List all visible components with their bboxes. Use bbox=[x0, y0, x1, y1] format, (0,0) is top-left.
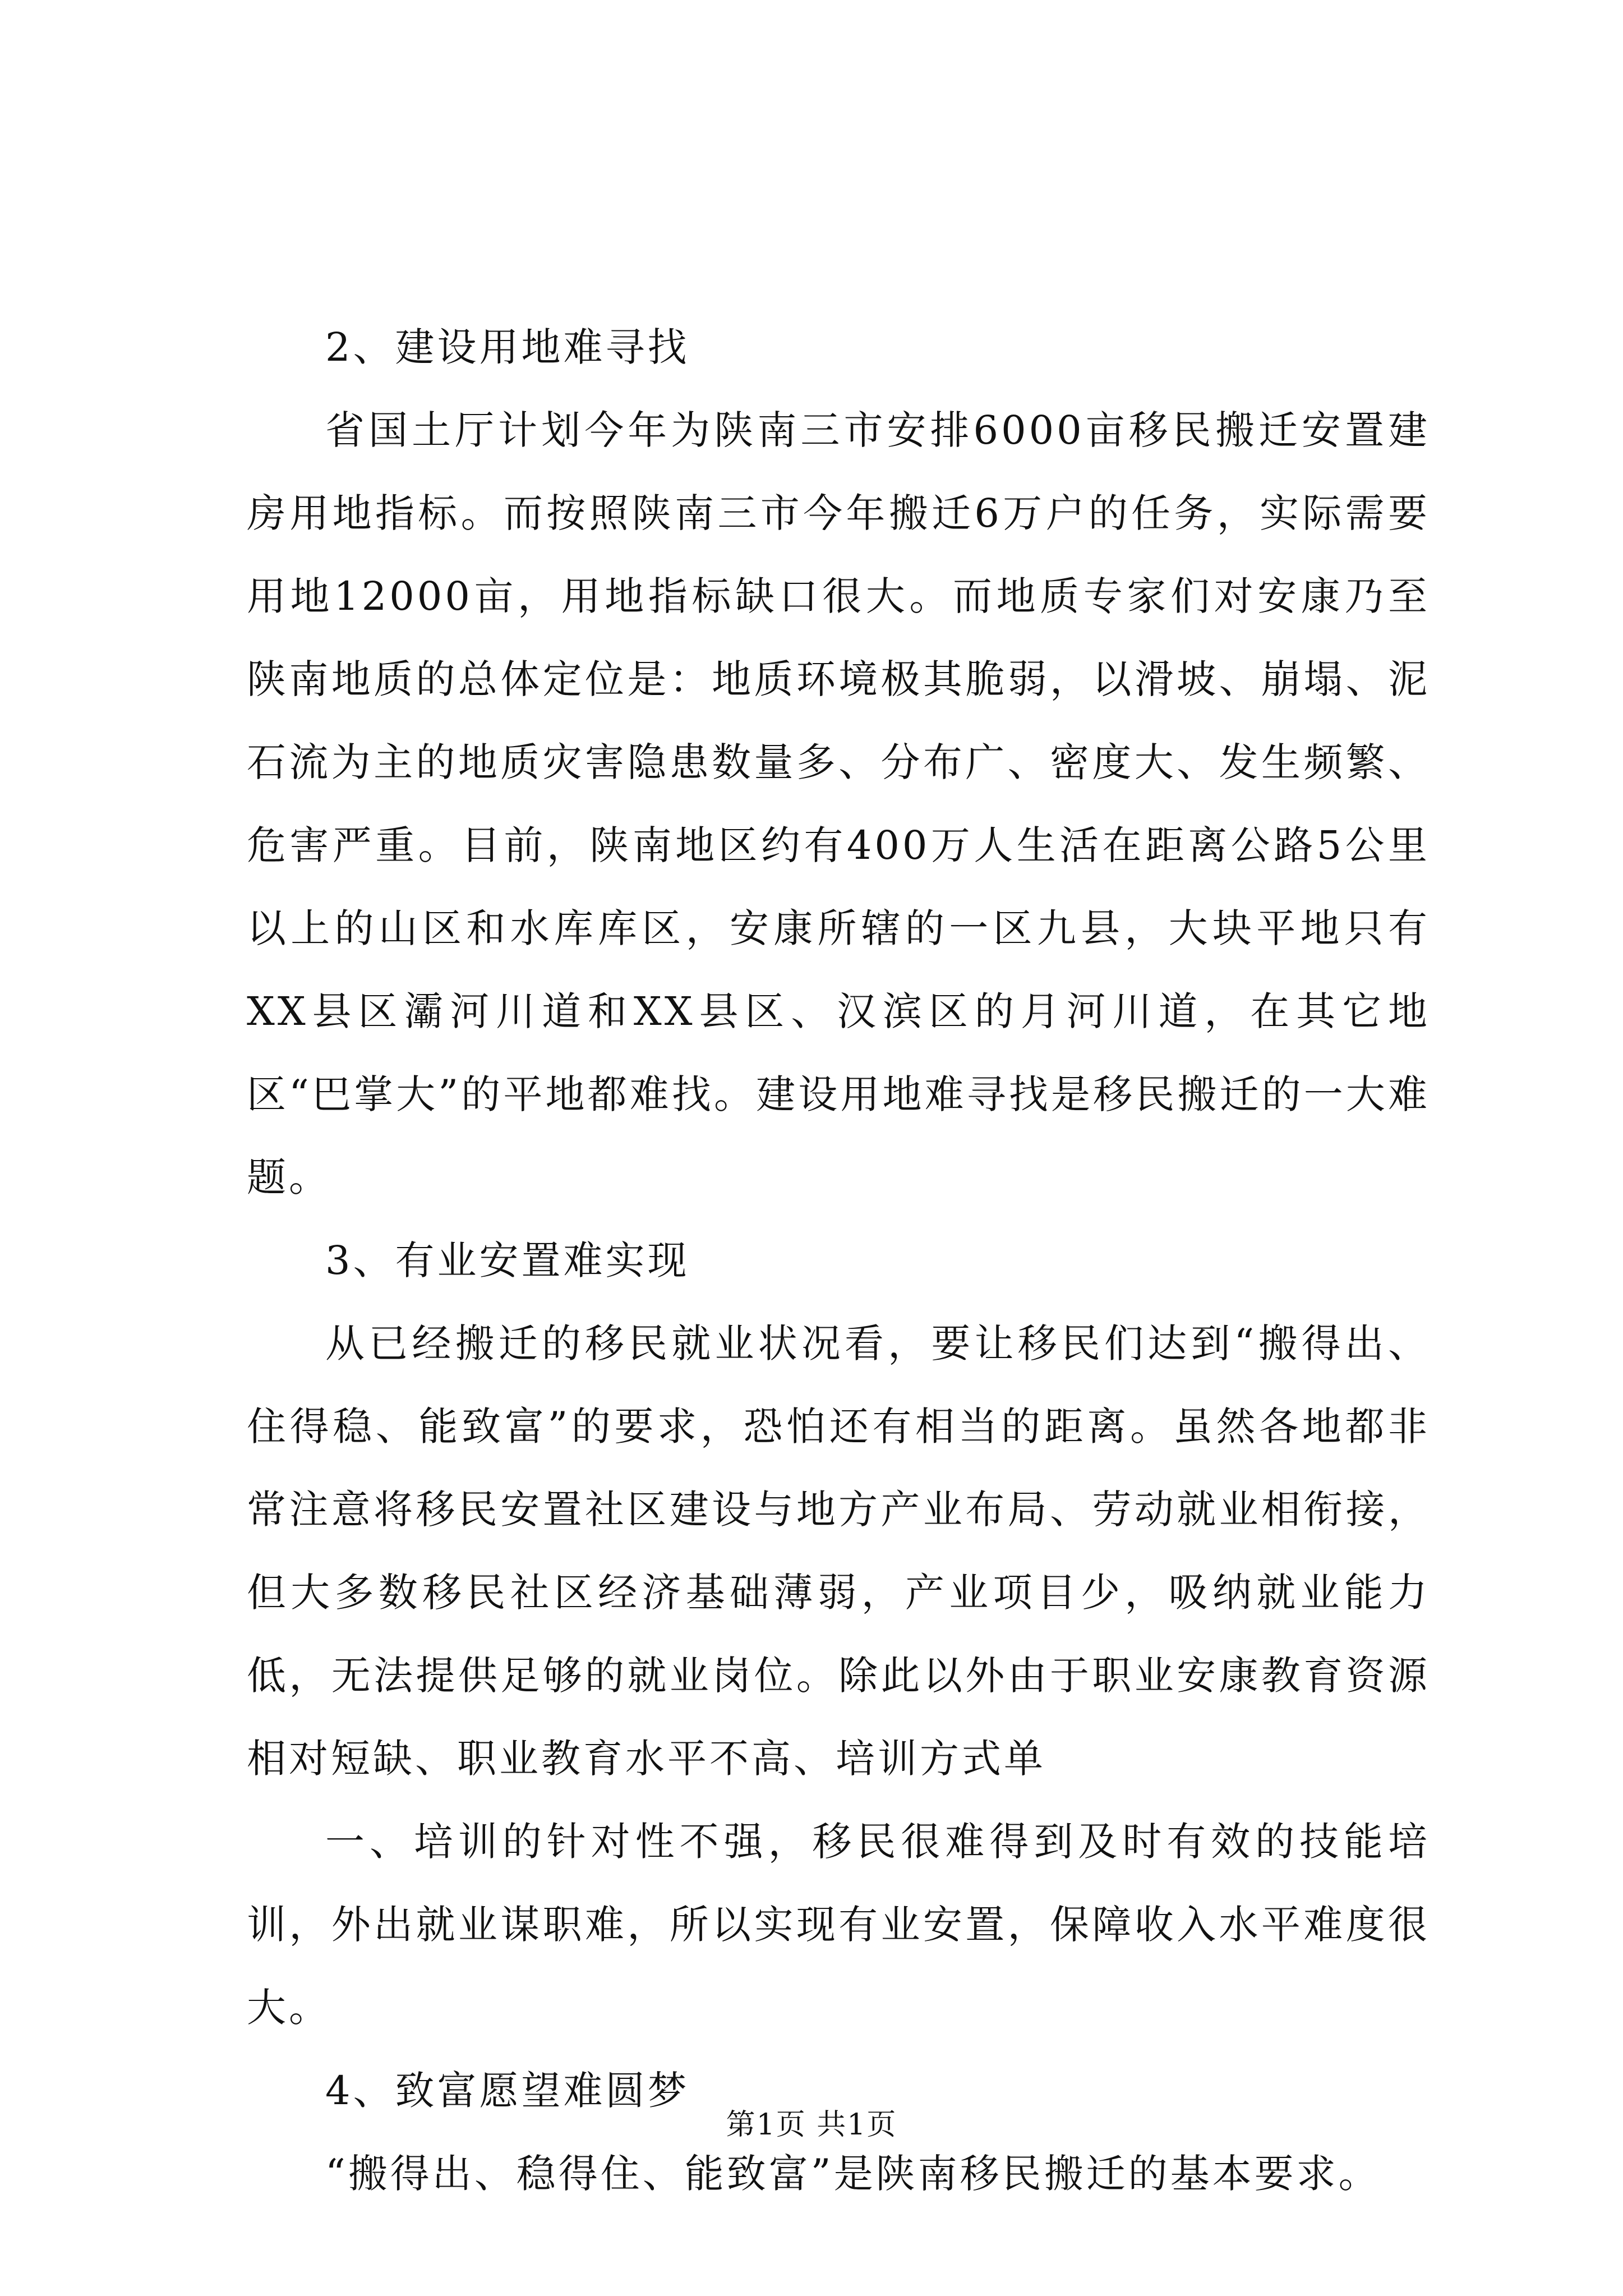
paragraph-training: 一、培训的针对性不强，移民很难得到及时有效的技能培训，外出就业谋职难，所以实现有业安置，保障收入水平难度很大。 bbox=[247, 1819, 1430, 2031]
section-heading-prosperity: 4、致富愿望难圆梦 bbox=[325, 2068, 690, 2114]
paragraph-employment: 从已经搬迁的移民就业状况看，要让移民们达到“搬得出、住得稳、能致富”的要求，恐怕还有相当的距离。虽然各地都非常注意将移民安置社区建设与地方产业布局、劳动就业相衔接，但大多数移民社区经济基础薄弱，产业项目少，吸纳就业能力低，无法提供足够的就业岗位。除此以外由于职业安康教育资源相对短缺、职业教育水平不高、培训方式单 bbox=[247, 1320, 1430, 1782]
paragraph-land: 省国土厅计划今年为陕南三市安排6000亩移民搬迁安置建房用地指标。而按照陕南三市今年搬迁6万户的任务，实际需要用地12000亩，用地指标缺口很大。而地质专家们对安康乃至陕南地质的总体定位是：地质环境极其脆弱，以滑坡、崩塌、泥石流为主的地质灾害隐患数量多、分布广、密度大、发生频繁、危害严重。目前，陕南地区约有400万人生活在距离公路5公里以上的山区和水库库区，安康所辖的一区九县，大块平地只有XX县区灞河川道和XX县区、汉滨区的月河川道，在其它地区“巴掌大”的平地都难找。建设用地难寻找是移民搬迁的一大难题。 bbox=[247, 407, 1430, 1200]
page-footer: 第1页 共1页 bbox=[726, 2108, 897, 2142]
document-body bbox=[247, 306, 1430, 2215]
paragraph-prosperity: “搬得出、稳得住、能致富”是陕南移民搬迁的基本要求。 bbox=[325, 2151, 1381, 2197]
section-heading-land: 2、建设用地难寻找 bbox=[325, 324, 690, 370]
section-heading-employment: 3、有业安置难实现 bbox=[325, 1237, 690, 1283]
